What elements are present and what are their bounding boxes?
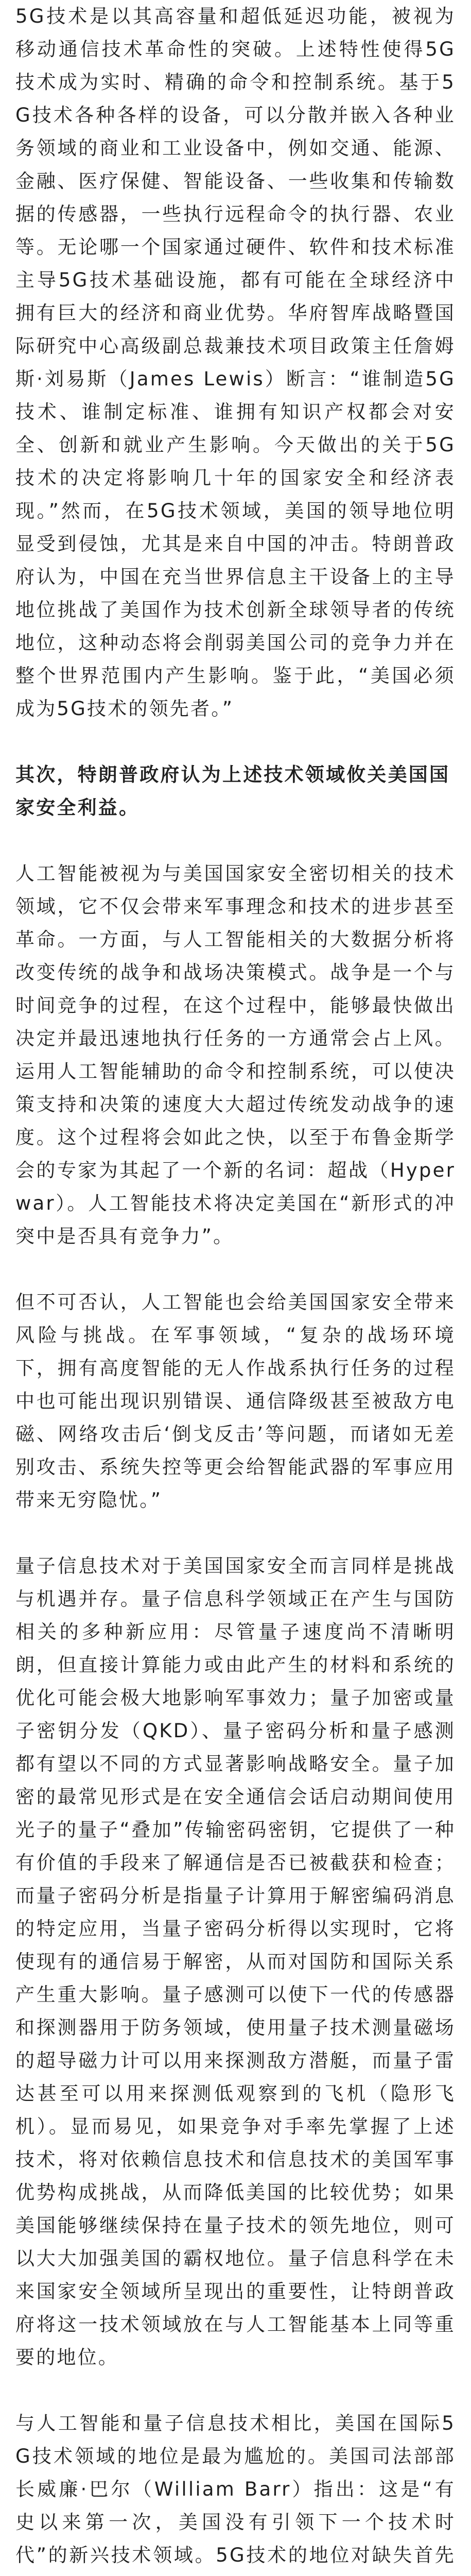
paragraph-ai-risks: 但不可否认，人工智能也会给美国国家安全带来风险与挑战。在军事领域，“复杂的战场环境下，拥有高度智能的无人作战系执行任务的过程中也可能出现识别错误、通信降级甚至被敌方电磁、网络攻击后‘倒戈反击’等问题，而诸如无差别攻击、系统失控等更会给智能武器的军事应用带来无穷隐忧。” [15,1291,456,1511]
paragraph-gap [15,725,456,758]
paragraph-gap [15,1517,456,1550]
paragraph-ai-security: 人工智能被视为与美国国家安全密切相关的技术领域，它不仅会带来军事理念和技术的进步甚至革命。一方面，与人工智能相关的大数据分析将改变传统的战争和战场决策模式。战争是一个与时间竞争的过程，在这个过程中，能够最快做出决定并最迅速地执行任务的一方通常会占上风。运用人工智能辅助的命令和控制系统，可以使决策支持和决策的速度大大超过传统发动战争的速度。这个过程将会如此之快，以至于布鲁金斯学会的专家为其起了一个新的名词：超战（Hyperwar）。人工智能技术将决定美国在“新形式的冲突中是否具有竞争力”。 [15,862,456,1247]
paragraph-gap [15,2374,456,2407]
paragraph-quantum-technology: 量子信息技术对于美国国家安全而言同样是挑战与机遇并存。量子信息科学领域正在产生与国防相关的多种新应用：尽管量子速度尚不清晰明朗，但直接计算能力或由此产生的材料和系统的优化可能会极大地影响军事效力；量子加密或量子密钥分发（QKD）、量子密码分析和量子感测都有望以不同的方式显著影响战略安全。量子加密的最常见形式是在安全通信会话启动期间使用光子的量子“叠加”传输密码密钥，它提供了一种有价值的手段来了解通信是否已被截获和检查；而量子密码分析是指量子计算用于解密编码消息的特定应用，当量子密码分析得以实现时，它将使现有的通信易于解密，从而对国防和国际关系产生重大影响。量子感测可以使下一代的传感器和探测器用于防务领域，使用量子技术测量磁场的超导磁力计可以用来探测敌方潜艇，而量子雷达甚至可以用来探测低观察到的飞机（隐形飞机）。显而易见，如果竞争对手率先掌握了上述技术，将对依赖信息技术和信息技术的美国军事优势构成挑战，从而降低美国的比较优势；如果美国能够继续保持在量子技术的领先地位，则可以大大加强美国的霸权地位。量子信息科学在未来国家安全领域所呈现出的重要性，让特朗普政府将这一技术领域放在与人工智能基本上同等重要的地位。 [15,1555,456,2368]
paragraph-5g-overview: 5G技术是以其高容量和超低延迟功能，被视为移动通信技术革命性的突破。上述特性使得5G技术成为实时、精确的命令和控制系统。基于5G技术各种各样的设备，可以分散并嵌入各种业务领域的商业和工业设备中，例如交通、能源、金融、医疗保健、智能设备、一些收集和传输数据的传感器，一些执行远程命令的执行器、农业等。无论哪一个国家通过硬件、软件和技术标准主导5G技术基础设施，都有可能在全球经济中拥有巨大的经济和商业优势。华府智库战略暨国际研究中心高级副总裁兼技术项目政策主任詹姆斯·刘易斯（James Lewis）断言：“谁制造5G技术、谁制定标准、谁拥有知识产权都会对安全、创新和就业产生影响。今天做出的关于5G技术的决定将影响几十年的国家安全和经济表现。”然而，在5G技术领域，美国的领导地位明显受到侵蚀，尤其是来自中国的冲击。特朗普政府认为，中国在充当世界信息主干设备上的主导地位挑战了美国作为技术创新全球领导者的传统地位，这种动态将会削弱美国公司的竞争力并在整个世界范围内产生影响。鉴于此，“美国必须成为5G技术的领先者。” [15,5,456,720]
section-heading-national-security: 其次，特朗普政府认为上述技术领域攸关美国国家安全利益。 [15,764,450,819]
paragraph-5g-position: 与人工智能和量子信息技术相比，美国在国际5G技术领域的地位是最为尴尬的。美国司法部部长威廉·巴尔（William Barr）指出：这是“有史以来第一次，美国没有引领下一个技术时代”的新兴技术领域。5G技术的地位对缺失首先 [15,2412,456,2566]
paragraph-gap [15,824,456,857]
paragraph-gap [15,1253,456,1286]
